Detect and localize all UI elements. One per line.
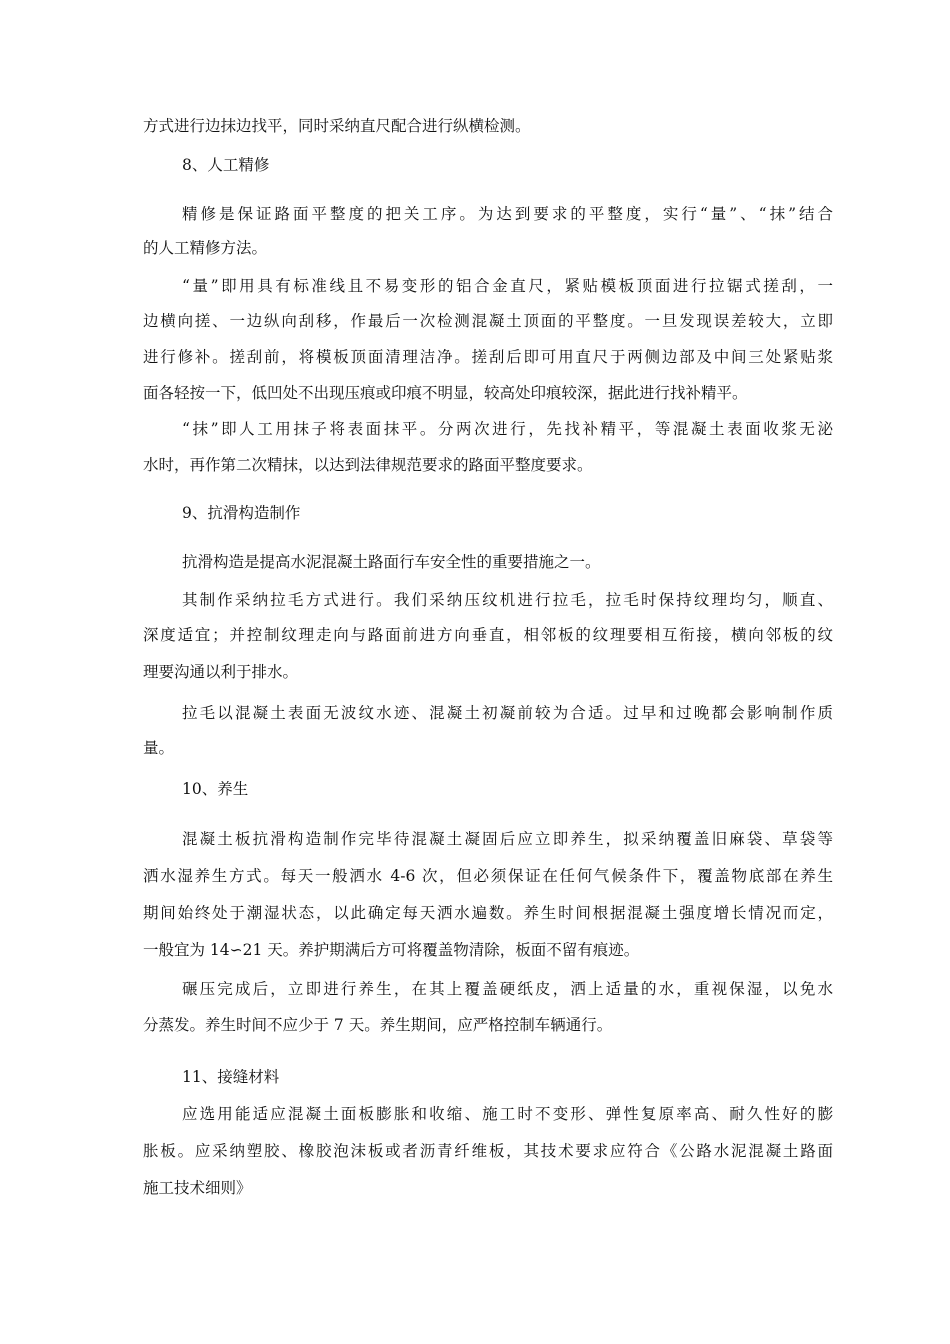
section-heading-8: 8、人工精修 bbox=[182, 156, 270, 174]
paragraph-line: 精修是保证路面平整度的把关工序。为达到要求的平整度，实行“量”、“抹”结合 bbox=[182, 205, 833, 223]
paragraph-line: 边横向搓、一边纵向刮移，作最后一次检测混凝土顶面的平整度。一旦发现误差较大，立即 bbox=[143, 312, 833, 330]
paragraph-line: 施工技术细则》 bbox=[143, 1179, 252, 1197]
paragraph-line: 方式进行边抹边找平，同时采纳直尺配合进行纵横检测。 bbox=[143, 117, 531, 135]
paragraph-line: 拉毛以混凝土表面无波纹水迹、混凝土初凝前较为合适。过早和过晚都会影响制作质 bbox=[182, 704, 833, 722]
paragraph-line: 洒水湿养生方式。每天一般洒水 4-6 次，但必须保证在任何气候条件下，覆盖物底部在养生 bbox=[143, 867, 833, 885]
paragraph-line: 抗滑构造是提高水泥混凝土路面行车安全性的重要措施之一。 bbox=[182, 553, 601, 571]
paragraph-line: 期间始终处于潮湿状态，以此确定每天洒水遍数。养生时间根据混凝土强度增长情况而定， bbox=[143, 904, 833, 922]
paragraph-line: 理要沟通以利于排水。 bbox=[143, 663, 299, 681]
paragraph-line: 进行修补。搓刮前，将模板顶面清理洁净。搓刮后即可用直尺于两侧边部及中间三处紧贴浆 bbox=[143, 348, 833, 366]
paragraph-line: 应选用能适应混凝土面板膨胀和收缩、施工时不变形、弹性复原率高、耐久性好的膨 bbox=[182, 1105, 833, 1123]
paragraph-line: 其制作采纳拉毛方式进行。我们采纳压纹机进行拉毛，拉毛时保持纹理均匀，顺直、 bbox=[182, 591, 833, 609]
section-heading-9: 9、抗滑构造制作 bbox=[182, 504, 301, 522]
paragraph-line: 分蒸发。养生时间不应少于 7 天。养生期间，应严格控制车辆通行。 bbox=[143, 1016, 613, 1034]
paragraph-line: 水时，再作第二次精抹，以达到法律规范要求的路面平整度要求。 bbox=[143, 456, 593, 474]
paragraph-line: 量。 bbox=[143, 739, 175, 757]
paragraph-line: 胀板。应采纳塑胶、橡胶泡沫板或者沥青纤维板，其技术要求应符合《公路水泥混凝土路面 bbox=[143, 1142, 833, 1160]
paragraph-line: 深度适宜；并控制纹理走向与路面前进方向垂直，相邻板的纹理要相互衔接，横向邻板的纹 bbox=[143, 626, 833, 644]
paragraph-line: 一般宜为 14∽21 天。养护期满后方可将覆盖物清除，板面不留有痕迹。 bbox=[143, 941, 640, 959]
paragraph-line: 的人工精修方法。 bbox=[143, 239, 268, 257]
paragraph-line: 面各轻按一下，低凹处不出现压痕或印痕不明显，较高处印痕较深，据此进行找补精平。 bbox=[143, 384, 748, 402]
section-heading-11: 11、接缝材料 bbox=[182, 1068, 280, 1086]
paragraph-line: “抹”即人工用抹子将表面抹平。分两次进行，先找补精平，等混凝土表面收浆无泌 bbox=[182, 420, 833, 438]
paragraph-line: “量”即用具有标准线且不易变形的铝合金直尺，紧贴模板顶面进行拉锯式搓刮，一 bbox=[182, 277, 833, 295]
paragraph-line: 碾压完成后，立即进行养生，在其上覆盖硬纸皮，洒上适量的水，重视保湿，以免水 bbox=[182, 980, 833, 998]
paragraph-line: 混凝土板抗滑构造制作完毕待混凝土凝固后应立即养生，拟采纳覆盖旧麻袋、草袋等 bbox=[182, 830, 833, 848]
section-heading-10: 10、养生 bbox=[182, 780, 249, 798]
